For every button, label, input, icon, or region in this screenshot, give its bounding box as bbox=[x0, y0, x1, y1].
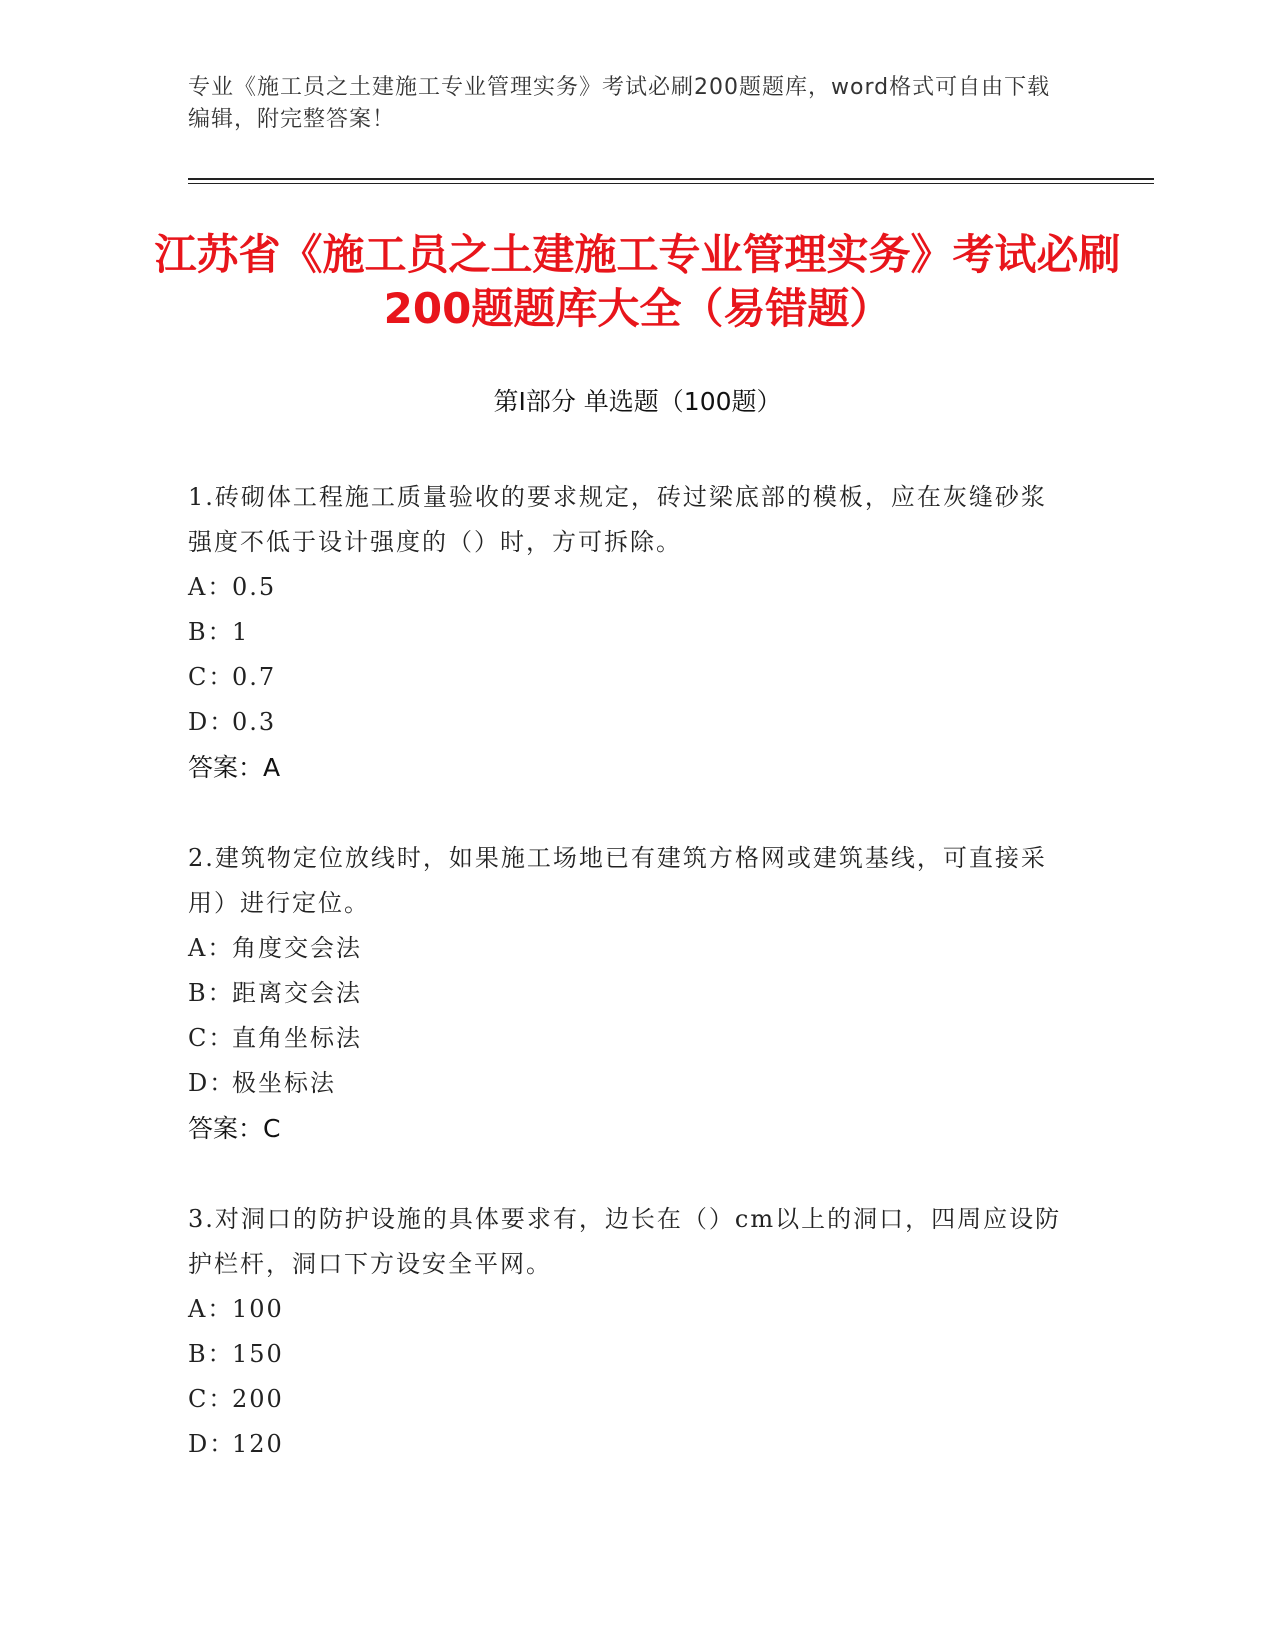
option-b bbox=[188, 610, 1068, 655]
option-d bbox=[188, 1422, 1068, 1467]
question-stem: 3.对洞口的防护设施的具体要求有，边长在（）cm以上的洞口，四周应设防护栏杆，洞口下方设安全平网。 bbox=[188, 1205, 1062, 1278]
option-letter: D： bbox=[188, 1430, 236, 1458]
question-stem: 1.砖砌体工程施工质量验收的要求规定，砖过梁底部的模板，应在灰缝砂浆强度不低于设计强度的（）时，方可拆除。 bbox=[188, 483, 1047, 556]
header-divider-thick bbox=[188, 178, 1154, 180]
answer-line bbox=[188, 1106, 1068, 1151]
header-note: 专业《施工员之土建施工专业管理实务》考试必刷200题题库，word格式可自由下载编辑，附完整答案！ bbox=[188, 75, 1051, 132]
option-text: 0.7 bbox=[232, 663, 277, 691]
answer-value: C bbox=[263, 1114, 281, 1143]
option-letter: B： bbox=[188, 979, 234, 1007]
option-a bbox=[188, 1287, 1068, 1332]
option-text: 150 bbox=[232, 1340, 284, 1368]
header-divider-thin bbox=[188, 183, 1154, 184]
question-stem: 2.建筑物定位放线时，如果施工场地已有建筑方格网或建筑基线，可直接采用）进行定位。 bbox=[188, 844, 1047, 917]
option-text: 0.3 bbox=[232, 708, 277, 736]
option-text: 1 bbox=[232, 618, 250, 646]
option-letter: B： bbox=[188, 618, 234, 646]
question-1 bbox=[188, 475, 1068, 790]
answer-value: A bbox=[263, 753, 281, 782]
option-text: 100 bbox=[232, 1295, 284, 1323]
document-title: 江苏省《施工员之土建施工专业管理实务》考试必刷200题题库大全（易错题） bbox=[154, 230, 1121, 333]
option-text: 距离交会法 bbox=[232, 979, 362, 1007]
answer-prefix: 答案： bbox=[188, 1114, 264, 1143]
option-c bbox=[188, 1016, 1068, 1061]
option-letter: C： bbox=[188, 663, 235, 691]
answer-line bbox=[188, 745, 1068, 790]
option-text: 120 bbox=[232, 1430, 284, 1458]
option-d bbox=[188, 700, 1068, 745]
section-title: 第I部分 单选题（100题） bbox=[493, 387, 782, 416]
option-b bbox=[188, 971, 1068, 1016]
option-text: 直角坐标法 bbox=[232, 1024, 362, 1052]
option-letter: D： bbox=[188, 708, 236, 736]
option-letter: A： bbox=[188, 934, 234, 962]
option-text: 0.5 bbox=[232, 573, 277, 601]
option-letter: A： bbox=[188, 1295, 234, 1323]
option-b bbox=[188, 1332, 1068, 1377]
option-text: 极坐标法 bbox=[232, 1069, 336, 1097]
option-letter: D： bbox=[188, 1069, 236, 1097]
question-3 bbox=[188, 1197, 1068, 1467]
option-text: 200 bbox=[232, 1385, 284, 1413]
question-list bbox=[188, 475, 1068, 1513]
option-letter: C： bbox=[188, 1024, 235, 1052]
question-2 bbox=[188, 836, 1068, 1151]
option-d bbox=[188, 1061, 1068, 1106]
option-letter: A： bbox=[188, 573, 234, 601]
option-letter: C： bbox=[188, 1385, 235, 1413]
option-c bbox=[188, 655, 1068, 700]
option-text: 角度交会法 bbox=[232, 934, 362, 962]
option-a bbox=[188, 565, 1068, 610]
option-a bbox=[188, 926, 1068, 971]
answer-prefix: 答案： bbox=[188, 753, 264, 782]
option-letter: B： bbox=[188, 1340, 234, 1368]
option-c bbox=[188, 1377, 1068, 1422]
